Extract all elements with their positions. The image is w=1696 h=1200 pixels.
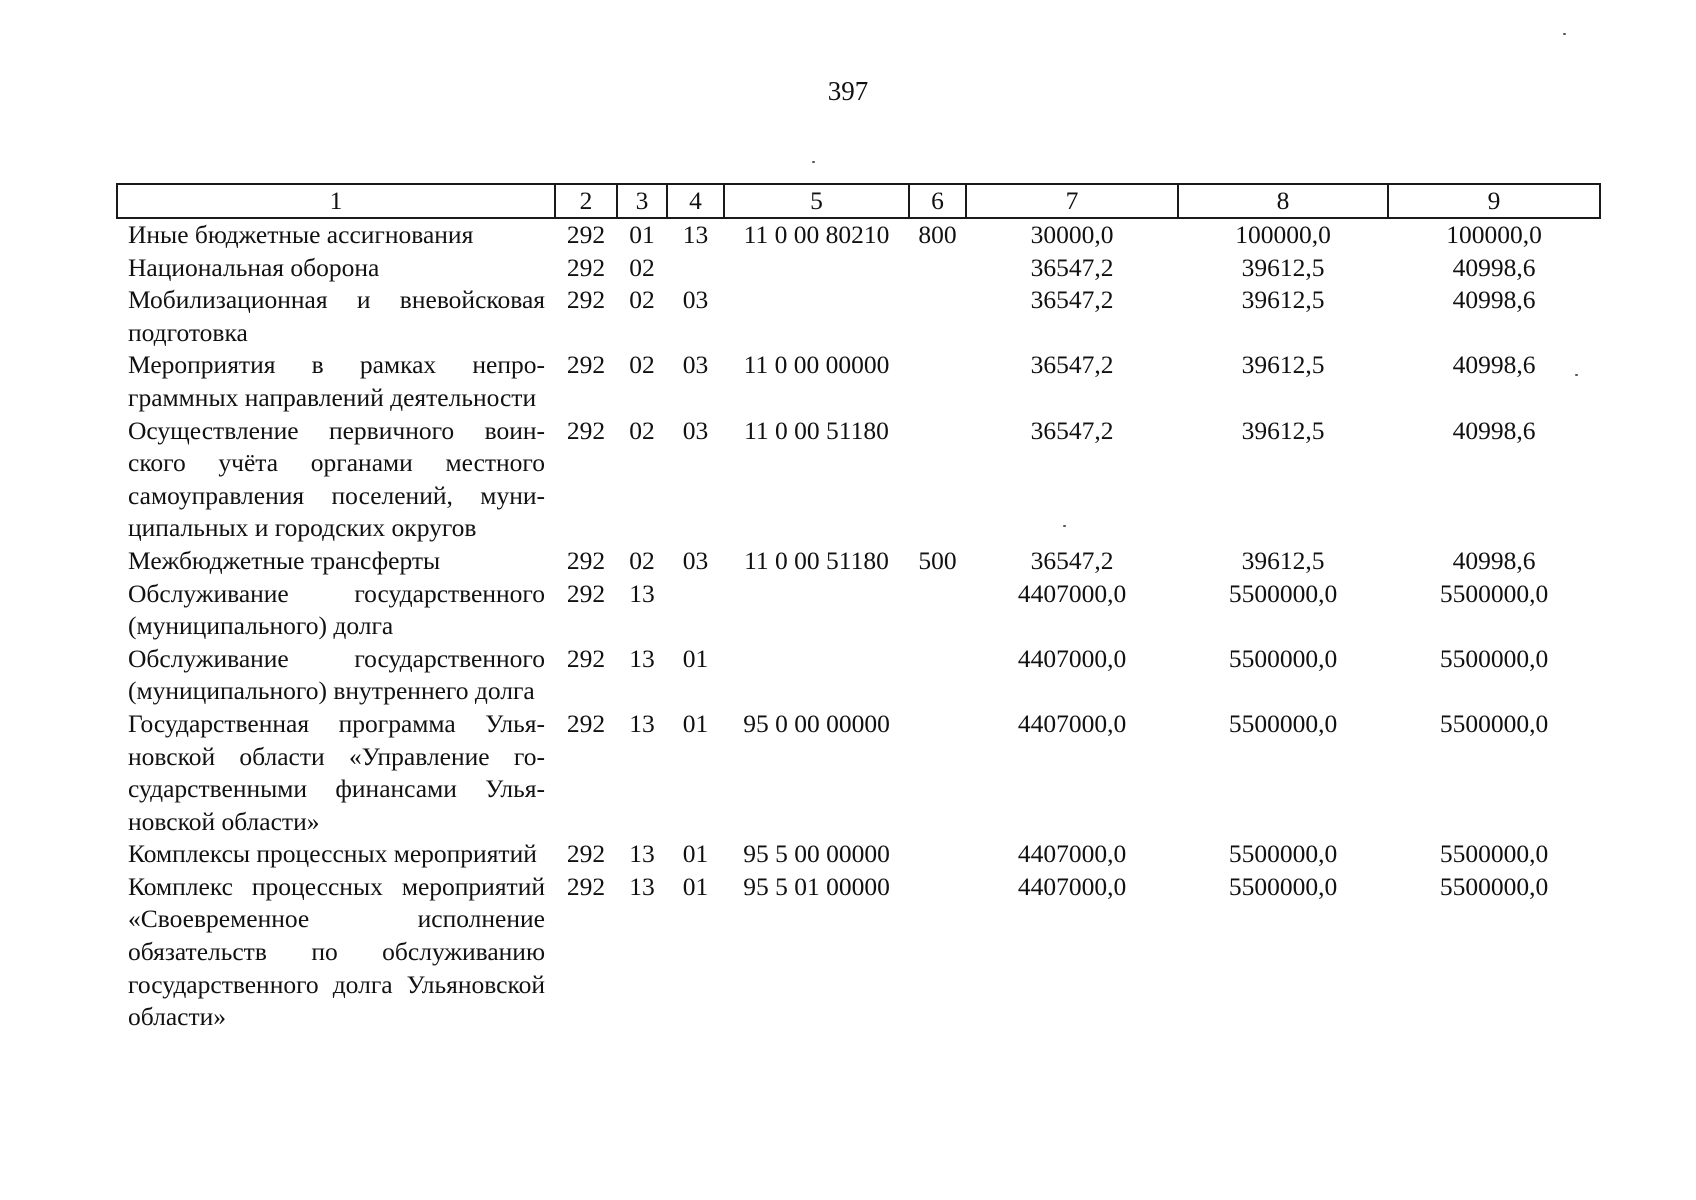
subsection-code: 01 <box>682 643 709 673</box>
target-article-code <box>724 578 909 643</box>
header-cell: 8 <box>1178 184 1388 218</box>
table-row <box>117 545 1600 578</box>
section-code: 02 <box>629 545 655 575</box>
target-article-code <box>724 252 909 285</box>
table-row <box>117 218 1600 252</box>
amount-col8: 39612,5 <box>1241 350 1325 380</box>
amount-col7: 4407000,0 <box>1017 871 1127 901</box>
amount-col9: 5500000,0 <box>1439 871 1549 901</box>
section-code: 13 <box>629 708 655 738</box>
amount-col7: 4407000,0 <box>1017 643 1127 673</box>
amount-col9: 5500000,0 <box>1439 643 1549 673</box>
budget-table <box>116 183 1601 1034</box>
table-row <box>117 838 1600 871</box>
row-name: Комплекс процессных мероприятий «Своевременное исполнение обязательств по обслуживанию государственного долга Ульяновской области» <box>128 871 545 1032</box>
section-code: 01 <box>629 220 655 249</box>
expense-type-code <box>909 708 966 838</box>
header-cell: 5 <box>724 184 909 218</box>
expense-type-code <box>909 252 966 285</box>
amount-col7: 4407000,0 <box>1017 839 1127 869</box>
subsection-code <box>667 252 724 285</box>
scan-speck <box>1563 33 1566 35</box>
ministry-code: 292 <box>566 871 606 901</box>
amount-col8: 39612,5 <box>1241 285 1325 315</box>
amount-col7: 36547,2 <box>1030 415 1114 445</box>
amount-col8: 5500000,0 <box>1228 643 1338 673</box>
target-article-code: 95 0 00 00000 <box>743 708 890 738</box>
table-row <box>117 415 1600 545</box>
ministry-code: 292 <box>566 415 606 445</box>
header-cell: 7 <box>966 184 1178 218</box>
header-cell: 1 <box>117 184 555 218</box>
table-row <box>117 708 1600 838</box>
table-row <box>117 643 1600 708</box>
ministry-code: 292 <box>566 578 606 608</box>
expense-type-code <box>909 578 966 643</box>
subsection-code: 01 <box>682 871 709 901</box>
expense-type-code: 500 <box>918 545 957 575</box>
ministry-code: 292 <box>566 350 606 380</box>
scan-speck <box>812 161 815 163</box>
ministry-code: 292 <box>566 708 606 738</box>
amount-col9: 40998,6 <box>1452 285 1536 315</box>
row-name: Осуществление первичного воинского учёта органами местного самоуправления поселений, муниципальных и городских округов <box>128 415 545 543</box>
expense-type-code <box>909 415 966 545</box>
target-article-code: 11 0 00 80210 <box>743 220 890 249</box>
subsection-code: 03 <box>682 350 709 380</box>
amount-col7: 36547,2 <box>1030 285 1114 315</box>
section-code: 02 <box>629 285 655 315</box>
subsection-code: 01 <box>682 708 709 738</box>
section-code: 13 <box>629 578 655 608</box>
ministry-code: 292 <box>566 252 606 282</box>
section-code: 13 <box>629 839 655 869</box>
table-row <box>117 284 1600 349</box>
header-cell: 2 <box>555 184 617 218</box>
row-name: Обслуживание государственного (муниципального) долга <box>128 578 545 641</box>
amount-col8: 100000,0 <box>1235 220 1331 249</box>
ministry-code: 292 <box>566 839 606 869</box>
amount-col7: 36547,2 <box>1030 252 1114 282</box>
section-code: 02 <box>629 252 655 282</box>
row-name: Мероприятия в рамках непрограммных направлений деятельности <box>128 350 545 412</box>
amount-col9: 5500000,0 <box>1439 578 1549 608</box>
row-name: Межбюджетные трансферты <box>128 545 441 575</box>
subsection-code: 13 <box>682 220 709 249</box>
column-number-header <box>117 184 1600 218</box>
amount-col8: 39612,5 <box>1241 415 1325 445</box>
target-article-code: 11 0 00 51180 <box>744 415 889 445</box>
subsection-code: 03 <box>682 415 709 445</box>
subsection-code <box>667 578 724 643</box>
amount-col9: 40998,6 <box>1452 350 1536 380</box>
target-article-code: 95 5 01 00000 <box>743 871 890 901</box>
target-article-code: 95 5 00 00000 <box>743 839 890 869</box>
amount-col8: 5500000,0 <box>1228 578 1338 608</box>
header-cell: 9 <box>1388 184 1600 218</box>
section-code: 13 <box>629 871 655 901</box>
amount-col7: 36547,2 <box>1030 350 1114 380</box>
ministry-code: 292 <box>566 643 606 673</box>
section-code: 13 <box>629 643 655 673</box>
expense-type-code <box>909 284 966 349</box>
amount-col9: 40998,6 <box>1452 545 1536 575</box>
expense-type-code <box>909 349 966 414</box>
amount-col8: 5500000,0 <box>1228 871 1338 901</box>
ministry-code: 292 <box>566 285 606 315</box>
amount-col7: 36547,2 <box>1030 545 1114 575</box>
target-article-code <box>724 643 909 708</box>
amount-col9: 40998,6 <box>1452 252 1536 282</box>
expense-type-code: 800 <box>918 220 957 249</box>
section-code: 02 <box>629 415 655 445</box>
row-name: Государственная программа Ульяновской области «Управление государственными финансами Ульяновской области» <box>128 708 545 836</box>
target-article-code <box>724 284 909 349</box>
target-article-code: 11 0 00 51180 <box>744 545 889 575</box>
amount-col8: 5500000,0 <box>1228 839 1338 869</box>
section-code: 02 <box>629 350 655 380</box>
amount-col9: 40998,6 <box>1452 415 1536 445</box>
expense-type-code <box>909 838 966 871</box>
row-name: Иные бюджетные ассигнования <box>128 220 474 249</box>
row-name: Национальная оборона <box>128 252 380 282</box>
amount-col9: 100000,0 <box>1446 220 1542 249</box>
page-number: 397 <box>827 76 869 106</box>
subsection-code: 03 <box>682 545 709 575</box>
row-name: Обслуживание государственного (муниципального) внутреннего долга <box>128 643 545 706</box>
amount-col9: 5500000,0 <box>1439 839 1549 869</box>
row-name: Мобилизационная и вневойсковая подготовка <box>128 285 545 347</box>
amount-col8: 39612,5 <box>1241 545 1325 575</box>
header-cell: 4 <box>667 184 724 218</box>
amount-col8: 39612,5 <box>1241 252 1325 282</box>
table-row <box>117 252 1600 285</box>
table-row <box>117 349 1600 414</box>
header-cell: 3 <box>617 184 667 218</box>
amount-col7: 4407000,0 <box>1017 578 1127 608</box>
expense-type-code <box>909 871 966 1034</box>
ministry-code: 292 <box>566 220 606 249</box>
header-cell: 6 <box>909 184 966 218</box>
amount-col7: 4407000,0 <box>1017 708 1127 738</box>
expense-type-code <box>909 643 966 708</box>
row-name: Комплексы процессных мероприятий <box>128 839 537 869</box>
table-row <box>117 578 1600 643</box>
amount-col9: 5500000,0 <box>1439 708 1549 738</box>
amount-col7: 30000,0 <box>1030 220 1114 249</box>
table-row <box>117 871 1600 1034</box>
subsection-code: 03 <box>682 285 709 315</box>
subsection-code: 01 <box>682 839 709 869</box>
amount-col8: 5500000,0 <box>1228 708 1338 738</box>
ministry-code: 292 <box>566 545 606 575</box>
target-article-code: 11 0 00 00000 <box>743 350 890 380</box>
